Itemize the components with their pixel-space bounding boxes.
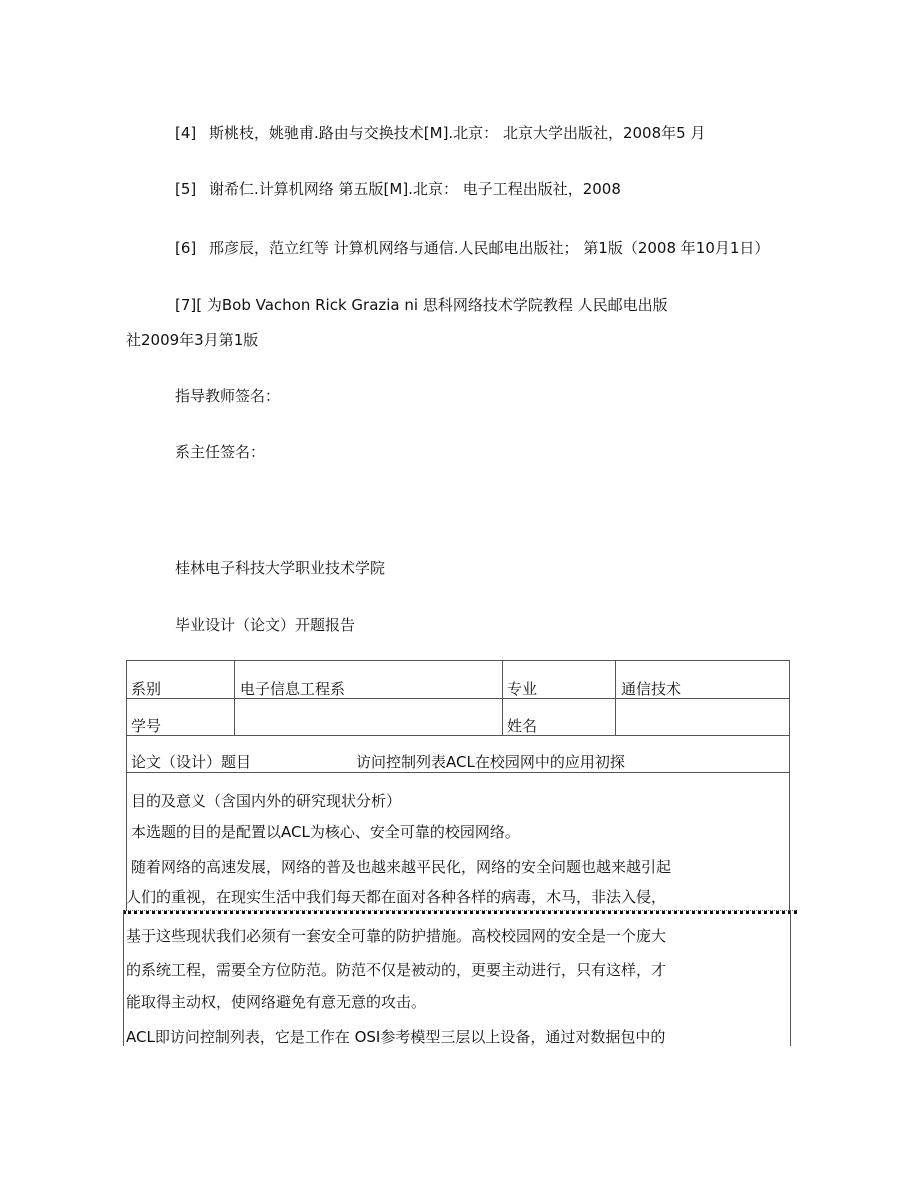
table-divider [615,660,616,735]
reference-text: 邢彦辰，范立红等 计算机网络与通信.人民邮电出版社； 第1版（2008 年10月1日） [209,239,770,257]
body-paragraph-line: ACL即访问控制列表，它是工作在 OSI参考模型三层以上设备，通过对数据包中的 [126,1028,666,1046]
reference-continuation: 社2009年3月第1版 [126,331,259,349]
school-name: 桂林电子科技大学职业技术学院 [175,559,386,577]
advisor-signature-label: 指导教师签名： [175,387,281,405]
table-divider [502,660,503,735]
reference-number: [4] [175,124,197,142]
reference-item [175,294,668,315]
topic-value: 访问控制列表ACL在校园网中的应用初探 [356,753,625,771]
reference-item [175,122,705,143]
reference-text: 谢希仁.计算机网络 第五版[M].北京： 电子工程出版社，2008 [209,180,621,198]
reference-number: [6] [175,239,197,257]
reference-text: 斯桃枝，姚驰甫.路由与交换技术[M].北京： 北京大学出版社，2008年5 月 [209,124,706,142]
table-divider [126,698,789,699]
table-divider [126,735,789,736]
body-paragraph-line: 人们的重视，在现实生活中我们每天都在面对各种各样的病毒，木马，非法入侵， [126,888,667,906]
reference-number: [5] [175,180,197,198]
student-name-label: 姓名 [507,717,538,735]
table-divider [234,660,235,735]
reference-text: [ 为Bob Vachon Rick Grazia ni 思科网络技术学院教程 人民邮电出版 [196,296,668,314]
purpose-heading: 目的及意义（含国内外的研究现状分析） [131,792,402,810]
table-divider [123,910,797,914]
director-signature-label: 系主任签名： [175,443,266,461]
report-title: 毕业设计（论文）开题报告 [175,616,356,634]
student-id-label: 学号 [131,717,162,735]
body-paragraph-line: 的系统工程，需要全方位防范。防范不仅是被动的，更要主动进行，只有这样，才 [126,961,667,979]
body-paragraph-line: 随着网络的高速发展，网络的普及也越来越平民化，网络的安全问题也越来越引起 [131,858,672,876]
table-divider [126,772,789,773]
dept-label: 系别 [131,680,162,698]
topic-label: 论文（设计）题目 [131,753,252,771]
dept-value: 电子信息工程系 [240,680,346,698]
body-paragraph-line: 本选题的目的是配置以ACL为核心、安全可靠的校园网络。 [131,823,520,841]
reference-number: [7] [175,296,197,314]
major-value: 通信技术 [621,680,682,698]
reference-item [175,178,621,199]
reference-item [175,237,769,258]
major-label: 专业 [507,680,538,698]
body-paragraph-line: 能取得主动权，使网络避免有意无意的攻击。 [126,993,427,1011]
body-paragraph-line: 基于这些现状我们必须有一套安全可靠的防护措施。高校校园网的安全是一个庞大 [126,927,667,945]
table-divider [123,910,124,1046]
table-divider [790,910,791,1046]
